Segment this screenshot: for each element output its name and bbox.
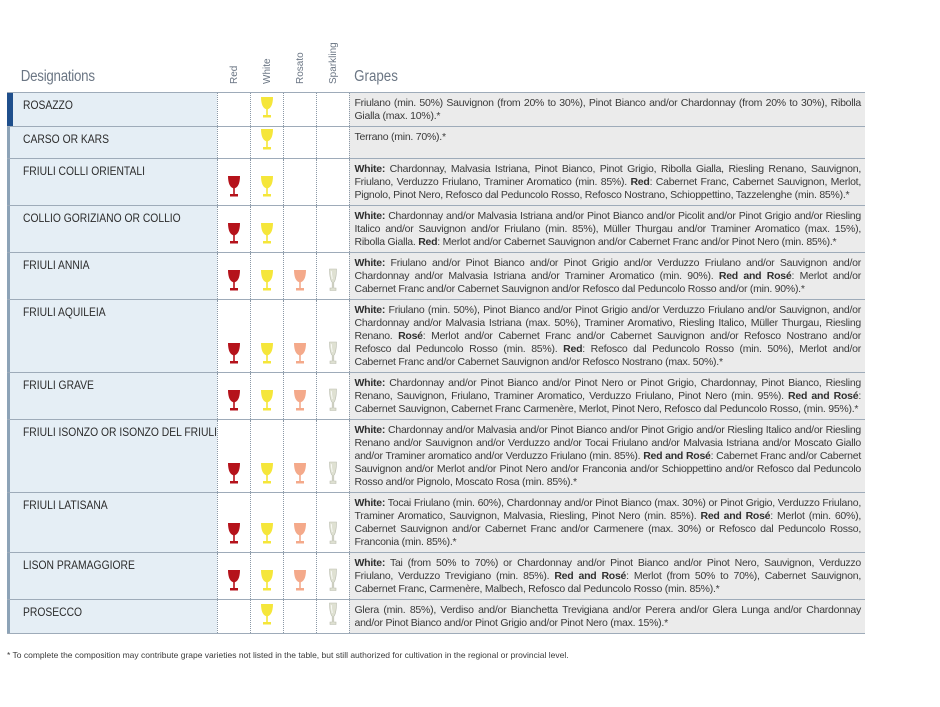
wine-designation-table [7,30,865,634]
sparkling-cell [316,159,349,206]
red-wine-glass-icon [226,521,242,545]
header-grapes: Grapes [354,68,398,85]
red-wine-glass-icon [226,174,242,198]
wine-type-label: Red and Rosé [788,390,859,402]
red-wine-glass-icon [226,221,242,245]
designation-name: PROSECCO [23,605,83,619]
rosato-cell [283,253,316,300]
designation-cell [7,93,217,127]
grapes-text [355,497,862,549]
grapes-cell [349,127,865,159]
red-wine-glass-icon [226,568,242,592]
table-row [7,159,865,206]
grape-list: Tocai Friulano (min. 60%), Chardonnay and/or Pinot Bianco (max. 30%) or Pinot Grigio, Verduzzo Friulano, Traminer Aromatico, Sauvignon, Malvasia, Riesling, Pinot Nero (min. 85%). [354,497,861,522]
grapes-text [355,257,862,296]
white-cell [250,600,283,634]
sparkling-flute-icon [325,568,341,592]
grapes-text [355,131,862,144]
rosato-cell [283,553,316,600]
designation-cell [7,373,217,420]
red-wine-glass-icon [226,388,242,412]
designation-name: COLLIO GORIZIANO OR COLLIO [23,211,181,225]
wine-type-label: Red [418,236,438,248]
grapes-text [355,304,862,369]
table-row [7,253,865,300]
rosato-wine-glass-icon [292,341,308,365]
white-wine-glass-icon [259,521,275,545]
designation-cell [7,127,217,159]
wine-designation-table-wrap [7,30,867,634]
wine-type-label: Rosé [398,330,423,342]
white-wine-glass-icon [259,174,275,198]
grapes-text [355,163,862,202]
wine-type-label: Red and Rosé [643,450,711,462]
header-rosato: Rosato [294,52,306,84]
white-wine-glass-icon [259,568,275,592]
rosato-wine-glass-icon [292,268,308,292]
table-row [7,600,865,634]
grapes-text [355,604,862,630]
sparkling-flute-icon [325,461,341,485]
header-red: Red [228,65,240,84]
wine-type-label: Red and Rosé [700,510,771,522]
designation-cell [7,420,217,493]
grapes-cell [349,373,865,420]
grape-list: : Merlot and/or Cabernet Franc and/or Cabernet Sauvignon and/or Refosco dal Peduncolo Rosso and/or (min. 90%).* [354,270,862,295]
rosato-cell [283,127,316,159]
designation-name: FRIULI ISONZO OR ISONZO DEL FRIULI [23,425,218,439]
designation-name: CARSO OR KARS [23,132,110,146]
grape-list: : Cabernet Franc, Cabernet Sauvignon, Merlot, Pignolo, Pinot Nero, Refosco dal Peduncolo Rosso, Refosco Nostrano, Schioppettino, Tazzelenghe (min. 85%).* [354,176,862,201]
sparkling-cell [316,300,349,373]
designation-cell [7,553,217,600]
designation-name: FRIULI ANNIA [23,258,90,272]
red-wine-glass-icon [226,268,242,292]
grapes-cell [349,553,865,600]
white-cell [250,300,283,373]
designation-cell [7,253,217,300]
grapes-cell [349,420,865,493]
wine-type-label: White: [354,377,386,389]
wine-type-label: White: [354,163,386,175]
grape-list: Chardonnay, Malvasia Istriana, Pinot Bianco, Pinot Grigio, Ribolla Gialla, Riesling Renano, Sauvignon, Friulano, Verduzzo Friulano, Traminer Aromatico (min. 85%). [354,163,861,188]
wine-type-label: White: [354,304,386,316]
wine-type-label: Red [563,343,583,355]
designation-name: ROSAZZO [23,98,73,112]
sparkling-cell [316,206,349,253]
grape-list: : Merlot (min. 60%), Cabernet Sauvignon and/or Cabernet Franc and/or Carmenere (max. 30%) or Refosco dal Peduncolo Rosso, Franconia (min. 85%).* [354,510,862,548]
header-sparkling: Sparkling [327,42,339,84]
white-cell [250,373,283,420]
grape-list: Chardonnay and/or Malvasia Istriana and/or Pinot Bianco and/or Picolit and/or Pinot Grigio and/or Riesling Italico and/or Sauvignon and/or Friulano (min. 85%), Müller Thurgau and/or Traminer Aromatico (max. 15%), Ribolla Gialla. [354,210,861,248]
white-cell [250,206,283,253]
designation-cell [7,300,217,373]
red-cell [217,553,250,600]
grape-list: : Cabernet Sauvignon, Cabernet Franc Carmenère, Merlot, Pinot Nero, Refosco dal Peduncolo Rosso, (min. 95%).* [354,390,862,415]
rosato-wine-glass-icon [292,388,308,412]
red-cell [217,159,250,206]
grapes-cell [349,300,865,373]
white-cell [250,493,283,553]
white-cell [250,253,283,300]
designation-name: FRIULI LATISANA [23,498,108,512]
sparkling-cell [316,253,349,300]
grape-list: : Refosco dal Peduncolo Rosso (min. 50%), Merlot and/or Cabernet Franc and/or Cabernet Sauvignon and/or Refosco Nostrano (max. 50%).* [354,343,861,368]
table-row [7,206,865,253]
rosato-cell [283,300,316,373]
red-cell [217,373,250,420]
red-cell [217,93,250,127]
wine-type-label: White: [354,557,386,569]
table-row [7,373,865,420]
white-wine-glass-icon [259,127,275,151]
grape-list: Chardonnay and/or Malvasia and/or Pinot Bianco and/or Pinot Grigio and/or Riesling Italico and/or Riesling Renano and/or Sauvignon and/or Verduzzo and/or Tocai Friulano and/or Malvasia Istriana and/or Moscato Giallo and/or Traminer aromatico and/or Verduzzo Friulano (min. 85%). [354,424,861,462]
white-wine-glass-icon [259,388,275,412]
grapes-text [355,97,862,123]
grapes-cell [349,253,865,300]
header-white: White [261,58,273,84]
header-sparkling-cell [316,30,349,93]
red-cell [217,206,250,253]
white-cell [250,420,283,493]
sparkling-flute-icon [325,388,341,412]
grape-list: Friulano and/or Pinot Bianco and/or Pinot Grigio and/or Verduzzo Friulano and/or Sauvignon and/or Chardonnay and/or Malvasia Istriana and/or Traminer Aromatico (min. 90%). [354,257,861,282]
designation-name: FRIULI GRAVE [23,378,94,392]
grapes-cell [349,600,865,634]
grapes-text [355,377,862,416]
grape-list: Glera (min. 85%), Verdiso and/or Bianchetta Trevigiana and/or Perera and/or Glera Lunga and/or Chardonnay and/or Pinot Bianco and/or Pinot Grigio and/or Pinot Nero (max. 15%).* [354,604,861,629]
rosato-cell [283,159,316,206]
sparkling-cell [316,600,349,634]
red-cell [217,127,250,159]
header-red-cell [217,30,250,93]
white-wine-glass-icon [259,268,275,292]
white-wine-glass-icon [259,341,275,365]
header-white-cell [250,30,283,93]
wine-type-label: Red [630,176,650,188]
designation-name: FRIULI AQUILEIA [23,305,106,319]
table-row [7,93,865,127]
white-cell [250,553,283,600]
footnote: * To complete the composition may contribute grape varieties not listed in the table, but still authorized for cultivation in the regional or provincial level. [7,650,569,660]
white-wine-glass-icon [259,602,275,626]
header-rosato-cell [283,30,316,93]
grapes-cell [349,159,865,206]
wine-type-label: Red and Rosé [718,270,792,282]
red-wine-glass-icon [226,341,242,365]
sparkling-flute-icon [325,268,341,292]
grape-list: Tai (from 50% to 70%) or Chardonnay and/or Pinot Bianco and/or Pinot Nero, Sauvignon, Verduzzo Friulano, Verduzzo Trevigiano (min. 85%). [354,557,861,582]
red-cell [217,420,250,493]
sparkling-cell [316,373,349,420]
grape-list: : Cabernet Franc and/or Cabernet Sauvignon and/or Merlot and/or Pinot Nero and/or Franconia and/or Schioppettino and/or Refosco dal Peduncolo Rosso and/or Pignolo, Moscato Rosa (min. 85%).* [354,450,862,488]
wine-type-label: White: [354,257,386,269]
sparkling-cell [316,127,349,159]
white-cell [250,127,283,159]
red-cell [217,253,250,300]
white-wine-glass-icon [259,95,275,119]
white-wine-glass-icon [259,461,275,485]
rosato-cell [283,420,316,493]
grape-list: Friulano (min. 50%) Sauvignon (from 20% to 30%), Pinot Bianco and/or Chardonnay (from 20% to 30%), Ribolla Gialla (max. 10%).* [354,97,861,122]
red-cell [217,600,250,634]
red-wine-glass-icon [226,461,242,485]
designation-name: FRIULI COLLI ORIENTALI [23,164,145,178]
grapes-text [355,424,862,489]
designation-name: LISON PRAMAGGIORE [23,558,135,572]
header-designations: Designations [20,68,95,85]
rosato-wine-glass-icon [292,461,308,485]
sparkling-cell [316,493,349,553]
wine-type-label: Red and Rosé [554,570,627,582]
table-body [7,93,865,634]
rosato-cell [283,600,316,634]
grapes-text [355,557,862,596]
grape-list: : Merlot and/or Cabernet Sauvignon and/or Cabernet Franc and/or Pinot Nero (min. 85%).* [437,236,837,248]
grapes-cell [349,493,865,553]
wine-type-label: White: [354,210,386,222]
grape-list: Terrano (min. 70%).* [354,131,446,143]
white-cell [250,93,283,127]
designation-cell [7,493,217,553]
wine-type-label: White: [354,424,386,436]
designation-cell [7,600,217,634]
sparkling-flute-icon [325,521,341,545]
sparkling-cell [316,420,349,493]
table-row [7,300,865,373]
table-row [7,553,865,600]
grape-list: : Merlot and/or Cabernet Franc and/or Cabernet Sauvignon and/or Refosco Nostrano and/or Refosco dal Peduncolo Rosso (min. 85%). [354,330,861,355]
sparkling-cell [316,553,349,600]
grapes-text [355,210,862,249]
sparkling-cell [316,93,349,127]
rosato-wine-glass-icon [292,568,308,592]
table-header-row [7,30,865,93]
table-row [7,420,865,493]
grapes-cell [349,93,865,127]
rosato-cell [283,206,316,253]
sparkling-flute-icon [325,602,341,626]
rosato-cell [283,93,316,127]
white-wine-glass-icon [259,221,275,245]
wine-type-label: White: [354,497,386,509]
red-cell [217,493,250,553]
red-cell [217,300,250,373]
sparkling-flute-icon [325,341,341,365]
designation-cell [7,206,217,253]
grape-list: Chardonnay and/or Pinot Bianco and/or Pinot Nero or Pinot Grigio, Chardonnay, Pinot Bianco, Riesling Renano, Sauvignon, Friulano, Traminer Aromatico, Verduzzo Friulano, Pinot Nero (min. 95%). [354,377,861,402]
grape-list: Friulano (min. 50%), Pinot Bianco and/or Pinot Grigio and/or Verduzzo Friulano and/or Sauvignon, and/or Chardonnay and/or Malvasia Istriana (max. 50%), Traminer Aromativo, Riesling Italico, Müller Thurgau, Riesling Renano. [354,304,861,342]
rosato-wine-glass-icon [292,521,308,545]
table-row [7,127,865,159]
designation-cell [7,159,217,206]
grapes-cell [349,206,865,253]
grape-list: : Merlot (from 50% to 70%), Cabernet Sauvignon, Cabernet Franc, Carmenère, Malbech, Refosco dal Peduncolo Rosso (min. 85%).* [354,570,861,595]
rosato-cell [283,373,316,420]
rosato-cell [283,493,316,553]
table-row [7,493,865,553]
white-cell [250,159,283,206]
